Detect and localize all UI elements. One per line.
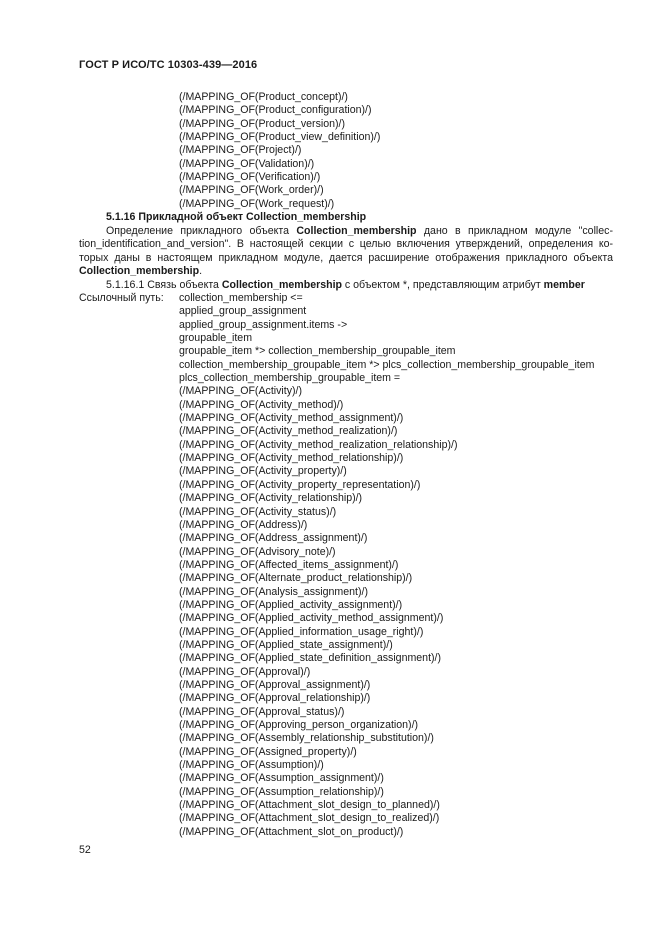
mapping-line: (/MAPPING_OF(Product_concept)/)	[179, 91, 348, 103]
reference-path-line: (/MAPPING_OF(Activity_status)/)	[179, 505, 337, 518]
reference-path-line: plcs_collection_membership_groupable_item =	[179, 372, 401, 385]
reference-path-line: (/MAPPING_OF(Assembly_relationship_substitution)/)	[179, 732, 434, 745]
reference-path-line: (/MAPPING_OF(Applied_state_assignment)/)	[179, 638, 393, 651]
section-title: 5.1.16 Прикладной объект Collection_membership	[106, 211, 367, 223]
object-name: Collection_membership	[79, 265, 200, 278]
mapping-line: (/MAPPING_OF(Product_configuration)/)	[179, 104, 372, 117]
reference-path-line: (/MAPPING_OF(Assumption)/)	[179, 759, 324, 772]
paragraph-text: tion_identification_and_version". В настоящей секции с целью включения утверждений, определения ко-	[79, 238, 613, 251]
reference-path-line: (/MAPPING_OF(Address_assignment)/)	[179, 532, 368, 545]
mapping-line: (/MAPPING_OF(Work_request)/)	[179, 197, 335, 210]
reference-path-line: applied_group_assignment	[179, 305, 307, 318]
reference-path-line: (/MAPPING_OF(Advisory_note)/)	[179, 545, 336, 558]
section-paragraph	[79, 225, 613, 278]
reference-path-line: (/MAPPING_OF(Activity_property)/)	[179, 465, 347, 478]
page-number: 52	[79, 844, 91, 856]
reference-path-line: (/MAPPING_OF(Activity)/)	[179, 385, 303, 398]
object-name: Collection_membership	[296, 225, 417, 237]
reference-path-line: (/MAPPING_OF(Activity_method)/)	[179, 398, 344, 411]
reference-path-list	[179, 292, 594, 839]
paragraph-text: Определение прикладного объекта	[106, 225, 297, 237]
reference-path-line: (/MAPPING_OF(Applied_activity_assignment)/)	[179, 598, 403, 611]
mapping-line: (/MAPPING_OF(Project)/)	[179, 144, 302, 157]
reference-path-line: (/MAPPING_OF(Approval_status)/)	[179, 705, 345, 718]
mapping-line: (/MAPPING_OF(Product_view_definition)/)	[179, 131, 381, 144]
paragraph-line	[79, 238, 613, 251]
paragraph-text: .	[199, 265, 203, 278]
reference-path-line: (/MAPPING_OF(Address)/)	[179, 518, 308, 531]
reference-path-line: (/MAPPING_OF(Activity_method_realization_relationship)/)	[179, 438, 458, 451]
document-header: ГОСТ Р ИСО/ТС 10303-439—2016	[79, 59, 258, 71]
reference-path-line: groupable_item *> collection_membership_groupable_item	[179, 345, 456, 358]
subsection-association	[106, 279, 585, 291]
top-mapping-list	[179, 91, 380, 211]
assoc-prefix: 5.1.16.1 Связь объекта	[106, 279, 222, 291]
reference-path-line: (/MAPPING_OF(Approval_assignment)/)	[179, 678, 371, 691]
mapping-line: (/MAPPING_OF(Verification)/)	[179, 171, 321, 184]
reference-path-label: Ссылочный путь:	[79, 292, 164, 304]
reference-path-line: (/MAPPING_OF(Attachment_slot_design_to_planned)/)	[179, 799, 440, 812]
reference-path-line: (/MAPPING_OF(Activity_method_relationship)/)	[179, 452, 404, 465]
reference-path-line: (/MAPPING_OF(Approving_person_organization)/)	[179, 719, 419, 731]
mapping-line: (/MAPPING_OF(Product_version)/)	[179, 117, 346, 130]
assoc-object: Collection_membership	[221, 279, 342, 291]
assoc-attribute: member	[543, 279, 585, 291]
reference-path-line: (/MAPPING_OF(Alternate_product_relationship)/)	[179, 572, 413, 585]
reference-path-line: (/MAPPING_OF(Activity_method_realization)/)	[179, 425, 398, 438]
mapping-line: (/MAPPING_OF(Work_order)/)	[179, 184, 324, 197]
reference-path-line: (/MAPPING_OF(Affected_items_assignment)/)	[179, 558, 399, 571]
reference-path-line: (/MAPPING_OF(Approval_relationship)/)	[179, 692, 371, 705]
reference-path-line: (/MAPPING_OF(Applied_information_usage_right)/)	[179, 625, 424, 638]
reference-path-line: (/MAPPING_OF(Activity_relationship)/)	[179, 492, 363, 505]
paragraph-line	[79, 225, 613, 238]
reference-path-line: (/MAPPING_OF(Attachment_slot_design_to_realized)/)	[179, 812, 440, 825]
reference-path-line: (/MAPPING_OF(Attachment_slot_on_product)/)	[179, 825, 404, 838]
reference-path-line: (/MAPPING_OF(Assigned_property)/)	[179, 745, 357, 758]
reference-path-line: (/MAPPING_OF(Approval)/)	[179, 665, 311, 678]
mapping-line: (/MAPPING_OF(Validation)/)	[179, 157, 315, 170]
reference-path-line: (/MAPPING_OF(Applied_activity_method_assignment)/)	[179, 612, 444, 625]
reference-path-line: (/MAPPING_OF(Activity_method_assignment)/)	[179, 412, 404, 425]
reference-path-line: collection_membership_groupable_item *> plcs_collection_membership_groupable_item	[179, 358, 595, 371]
reference-path-line: applied_group_assignment.items ->	[179, 318, 348, 331]
paragraph-line	[79, 252, 613, 265]
reference-path-line: (/MAPPING_OF(Assumption_assignment)/)	[179, 772, 384, 785]
assoc-middle: с объектом *, представляющим атрибут	[341, 279, 544, 291]
reference-path-line: (/MAPPING_OF(Activity_property_representation)/)	[179, 478, 421, 491]
paragraph-text: дано в прикладном модуле "collec-	[416, 225, 613, 237]
paragraph-text: торых даны в настоящем прикладном модуле, дается расширение отображения прикладного объекта	[79, 251, 613, 264]
reference-path-line: (/MAPPING_OF(Assumption_relationship)/)	[179, 785, 384, 798]
reference-path-line: (/MAPPING_OF(Applied_state_definition_assignment)/)	[179, 652, 442, 665]
reference-path-line: (/MAPPING_OF(Analysis_assignment)/)	[179, 585, 368, 598]
reference-path-line: collection_membership <=	[179, 292, 303, 304]
paragraph-line	[79, 265, 613, 278]
reference-path-line: groupable_item	[179, 332, 253, 345]
